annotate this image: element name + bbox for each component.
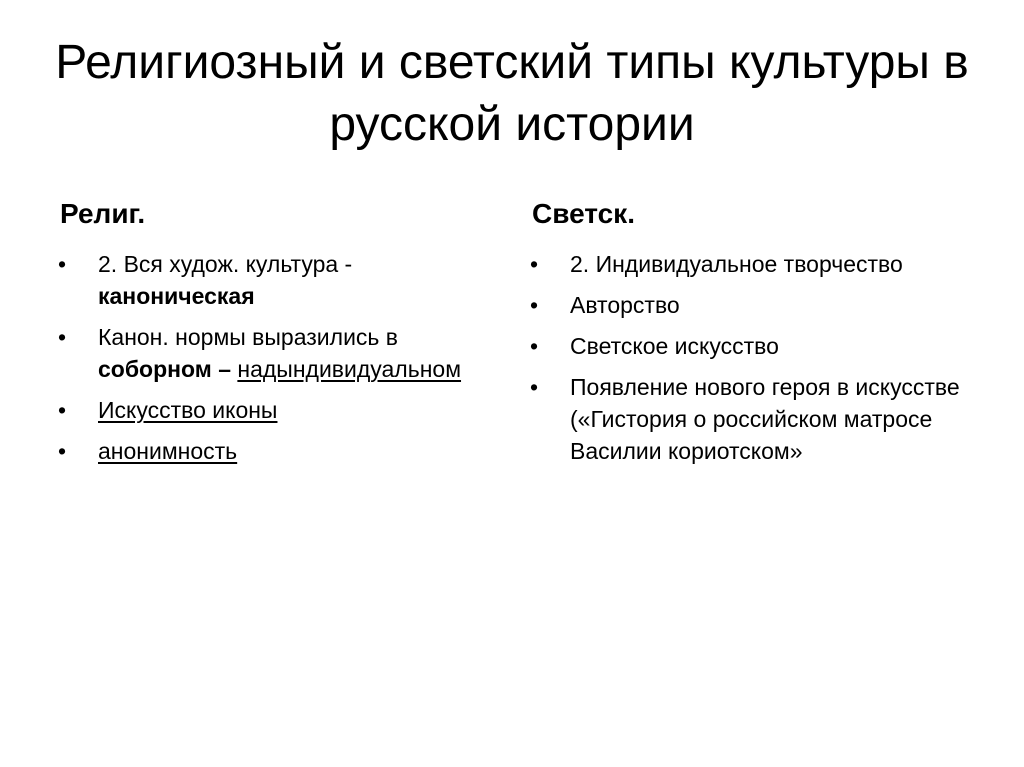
secular-list-item: [530, 371, 980, 467]
religious-list-item: [58, 321, 478, 385]
religious-list-item: [58, 248, 478, 312]
religious-item-text: анонимность: [98, 438, 238, 464]
bullet-icon: •: [530, 374, 539, 400]
religious-item-text: Канон. нормы выразились в: [98, 324, 399, 350]
religious-item-text: каноническая: [98, 283, 255, 309]
bullet-icon: •: [58, 397, 67, 423]
religious-item-text: надындивидуальном: [237, 356, 462, 382]
bullet-icon: •: [530, 251, 539, 277]
bullet-icon: •: [58, 324, 67, 350]
secular-heading: Светск.: [532, 198, 635, 229]
secular-column: [530, 196, 980, 476]
bullet-icon: •: [58, 251, 67, 277]
religious-item-text: соборном –: [98, 356, 238, 382]
religious-column: [58, 196, 478, 476]
secular-list-item: [530, 289, 980, 321]
religious-list-item: [58, 435, 478, 467]
slide-title: Религиозный и светский типы культуры в русской истории: [55, 36, 969, 151]
secular-list-item: [530, 330, 980, 362]
religious-item-text: 2. Вся худож. культура -: [98, 251, 353, 277]
bullet-icon: •: [58, 438, 67, 464]
secular-item-text: Появление нового героя в искусстве («Гистория о российском матросе Василии кориотском»: [570, 374, 960, 464]
secular-list: [530, 248, 980, 467]
bullet-icon: •: [530, 333, 539, 359]
religious-list: [58, 248, 478, 467]
secular-item-text: Авторство: [570, 292, 680, 318]
religious-list-item: [58, 394, 478, 426]
bullet-icon: •: [530, 292, 539, 318]
religious-heading: Религ.: [60, 198, 146, 229]
secular-list-item: [530, 248, 980, 280]
secular-item-text: Светское искусство: [570, 333, 779, 359]
religious-item-text: Искусство иконы: [98, 397, 278, 423]
secular-item-text: 2. Индивидуальное творчество: [570, 251, 903, 277]
